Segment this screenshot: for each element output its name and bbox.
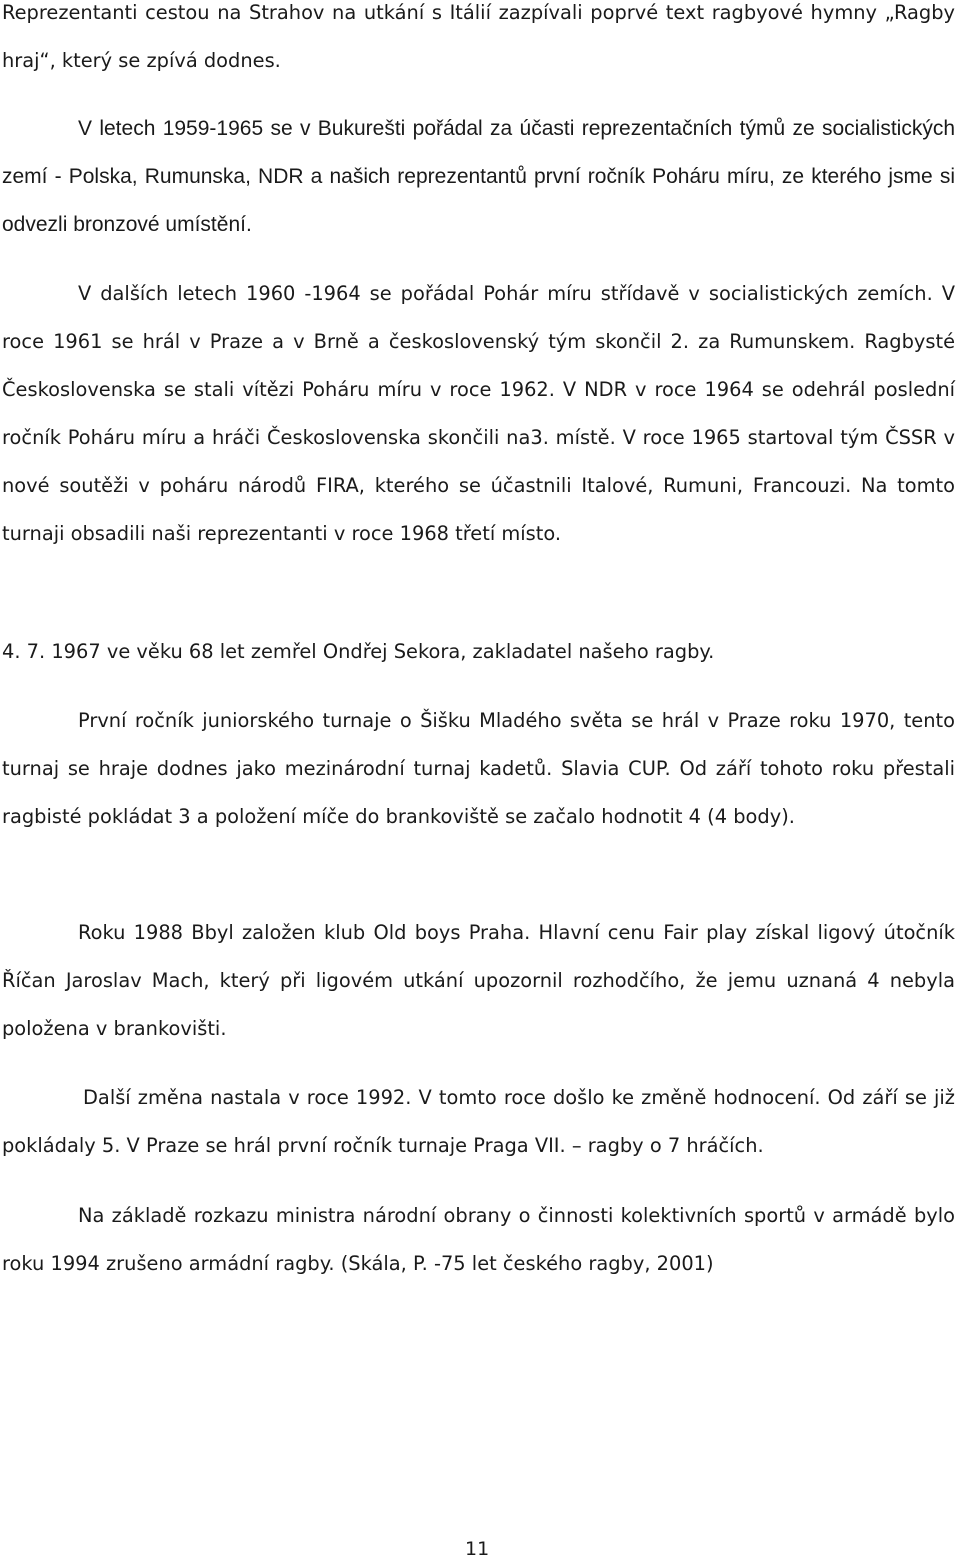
paragraph-junior-tournament: První ročník juniorského turnaje o Šišku Mladého světa se hrál v Praze roku 1970, tento turnaj se hraje dodnes jako mezinárodní turnaj kadetů. Slavia CUP. Od září tohoto roku přestali ragbisté pokládat 3 a položení míče do brankoviště se začalo hodnotit 4 (4 body). (2, 709, 955, 828)
paragraph-peace-cup-years: V dalších letech 1960 -1964 se pořádal Pohár míru střídavě v socialistických zemích. V roce 1961 se hrál v Praze a v Brně a československý tým skončil 2. za Rumunskem. Ragbysté Československa se stali vítězi Poháru míru v roce 1962. V NDR v roce 1964 se odehrál poslední ročník Poháru míru a hráči Československa skončili na3. místě. V roce 1965 startoval tým ČSSR v nové soutěži v poháru národů FIRA, kterého se účastnili Italové, Rumuni, Francouzi. Na tomto turnaji obsadili naši reprezentanti v roce 1968 třetí místo. (2, 282, 955, 545)
paragraph-army-rugby: Na základě rozkazu ministra národní obrany o činnosti kolektivních sportů v armádě bylo roku 1994 zrušeno armádní ragby. (Skála, P. -75 let českého ragby, 2001) (2, 1204, 955, 1275)
paragraph-scoring-change: Další změna nastala v roce 1992. V tomto roce došlo ke změně hodnocení. Od září se již pokládaly 5. V Praze se hrál první ročník turnaje Praga VII. – ragby o 7 hráčích. (2, 1086, 955, 1157)
paragraph-hymn: Reprezentanti cestou na Strahov na utkání s Itálií zazpívali poprvé text ragbyové hymny „Ragby hraj“, který se zpívá dodnes. (2, 1, 955, 72)
page-number: 11 (465, 1538, 490, 1560)
paragraph-old-boys: Roku 1988 Bbyl založen klub Old boys Praha. Hlavní cenu Fair play získal ligový útočník Říčan Jaroslav Mach, který při ligovém utkání upozornil rozhodčího, že jemu uznaná 4 nebyla položena v brankovišti. (2, 921, 955, 1040)
paragraph-peace-cup-bucharest: V letech 1959-1965 se v Bukurešti pořádal za účasti reprezentačních týmů ze socialistických zemí - Polska, Rumunska, NDR a našich reprezentantů první ročník Poháru míru, ze kterého jsme si odvezli bronzové umístění. (2, 117, 955, 236)
document-page (2, 0, 955, 1561)
paragraph-sekora: 4. 7. 1967 ve věku 68 let zemřel Ondřej Sekora, zakladatel našeho ragby. (2, 640, 715, 663)
